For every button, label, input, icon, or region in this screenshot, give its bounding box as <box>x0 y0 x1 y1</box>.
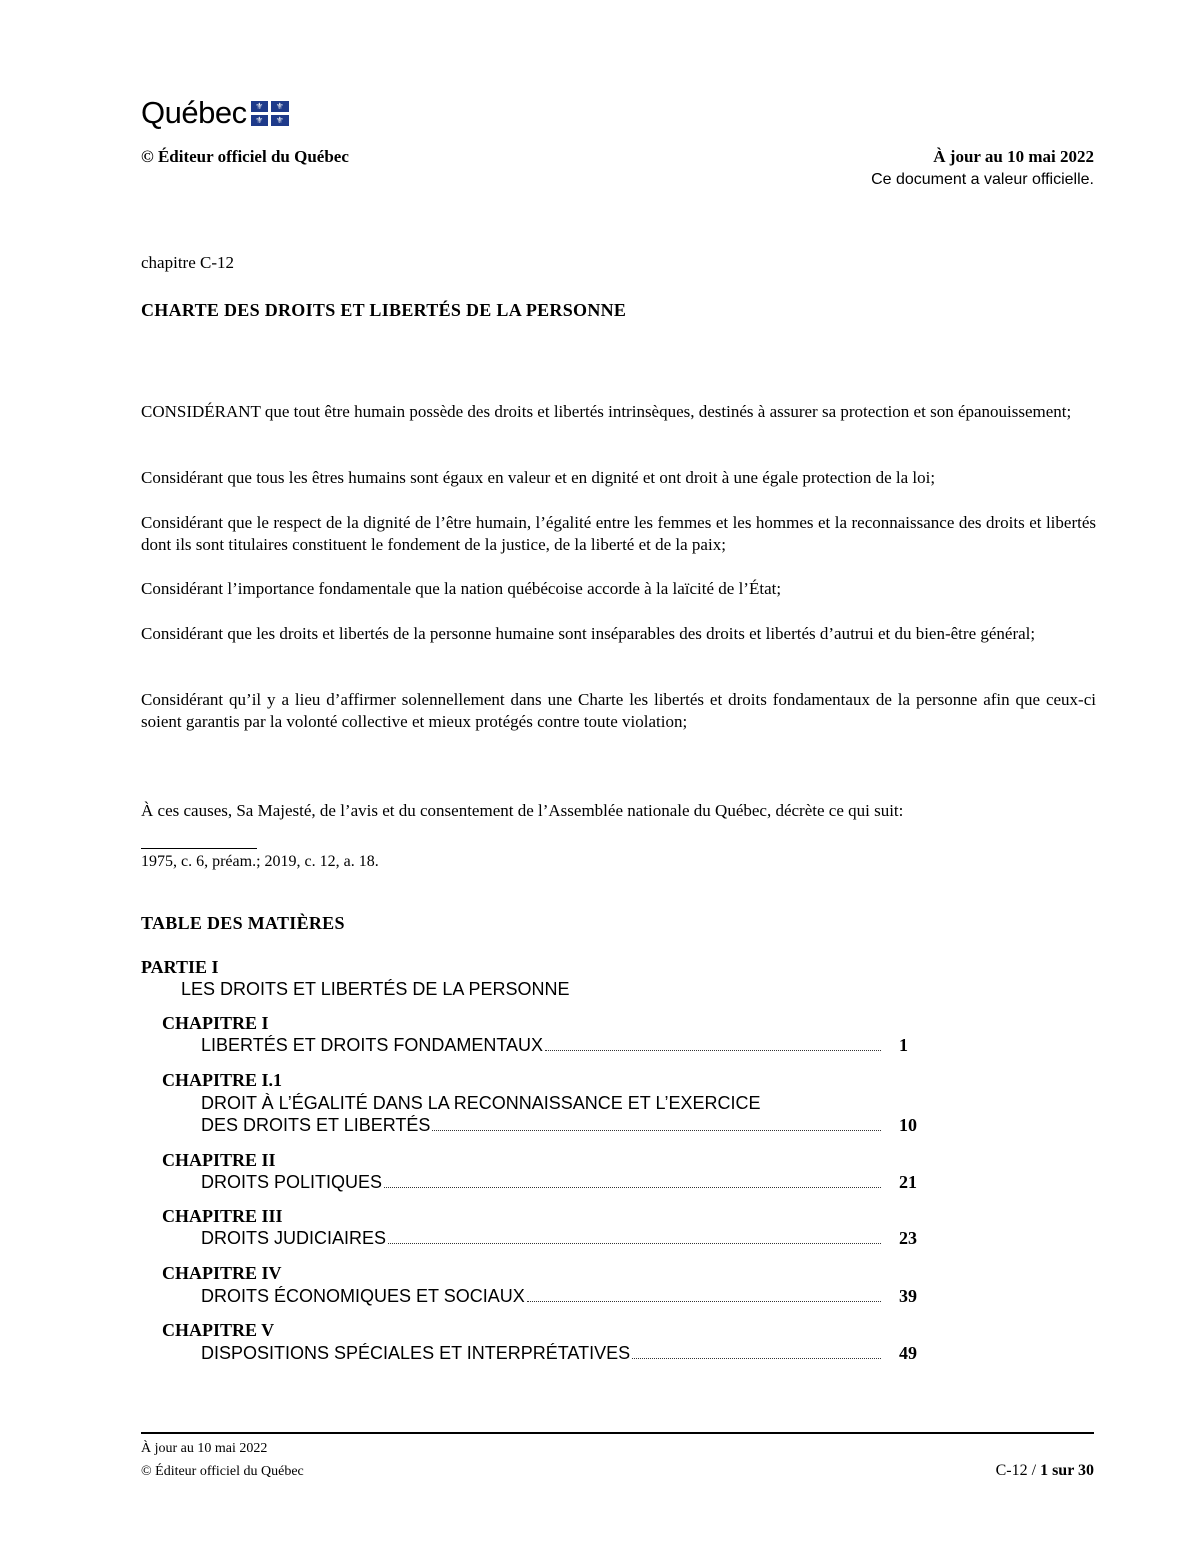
fleur-de-lis-flag-icon: ⚜ ⚜ ⚜ ⚜ <box>251 101 289 126</box>
toc-chapter-label: CHAPITRE I <box>162 1013 269 1033</box>
preamble-paragraph: Considérant l’importance fondamentale que la nation québécoise accorde à la laïcité de l’État; <box>141 579 782 598</box>
toc-page-number: 10 <box>899 1115 917 1135</box>
toc-heading: TABLE DES MATIÈRES <box>141 913 345 933</box>
toc-chapter-label: CHAPITRE IV <box>162 1263 282 1283</box>
toc-leader-dots <box>632 1358 881 1359</box>
footer-publisher: © Éditeur officiel du Québec <box>141 1464 304 1479</box>
footer-page-number: 1 sur 30 <box>1040 1462 1094 1479</box>
toc-leader-dots <box>432 1130 881 1131</box>
toc-chapter-label: CHAPITRE III <box>162 1206 283 1226</box>
toc-leader-dots <box>545 1050 881 1051</box>
publisher-header: © Éditeur officiel du Québec <box>141 147 349 166</box>
legislative-history: 1975, c. 6, préam.; 2019, c. 12, a. 18. <box>141 853 379 870</box>
toc-page-number: 23 <box>899 1228 917 1248</box>
toc-leader-dots <box>388 1243 881 1244</box>
footer-doc-ref: C-12 / <box>995 1462 1037 1479</box>
update-date-header: À jour au 10 mai 2022 <box>933 147 1094 166</box>
toc-entry[interactable] <box>201 1343 921 1367</box>
preamble-paragraph: Considérant que le respect de la dignité de l’être humain, l’égalité entre les femmes et les hommes et la reconnaissance des droits et libertés dont ils sont titulaires constituent le fondement de la justice, de la liberté et de la paix; <box>141 513 1096 554</box>
toc-page-number: 1 <box>899 1035 908 1055</box>
preamble-paragraph: Considérant que tous les êtres humains sont égaux en valeur et en dignité et ont droit à une égale protection de la loi; <box>141 468 936 487</box>
toc-page-number: 49 <box>899 1343 917 1363</box>
toc-entry[interactable] <box>201 1115 921 1139</box>
toc-entry[interactable] <box>201 1172 921 1196</box>
logo-text: Québec <box>141 95 247 130</box>
preamble-paragraph: Considérant que les droits et libertés de la personne humaine sont inséparables des droits et libertés d’autrui et du bien-être général; <box>141 624 1036 643</box>
footer-divider <box>141 1432 1094 1434</box>
footer-date: À jour au 10 mai 2022 <box>141 1441 268 1456</box>
toc-entry[interactable] <box>201 1228 921 1252</box>
toc-leader-dots <box>384 1187 881 1188</box>
footer-page-ref <box>996 1462 1094 1480</box>
toc-part-title: LES DROITS ET LIBERTÉS DE LA PERSONNE <box>181 979 570 999</box>
enactment-clause: À ces causes, Sa Majesté, de l’avis et du consentement de l’Assemblée nationale du Québec, décrète ce qui suit: <box>141 801 904 820</box>
chapter-number: chapitre C-12 <box>141 253 234 272</box>
toc-entry-title: DISPOSITIONS SPÉCIALES ET INTERPRÉTATIVES <box>201 1343 631 1363</box>
preamble-paragraph: CONSIDÉRANT que tout être humain possède des droits et libertés intrinsèques, destinés à assurer sa protection et son épanouissement; <box>141 402 1072 421</box>
official-note: Ce document a valeur officielle. <box>871 171 1094 188</box>
history-divider <box>141 848 257 849</box>
quebec-logo <box>141 95 289 131</box>
toc-page-number: 21 <box>899 1172 917 1192</box>
toc-leader-dots <box>527 1301 881 1302</box>
toc-chapter-label: CHAPITRE V <box>162 1320 275 1340</box>
toc-entry[interactable] <box>201 1286 921 1310</box>
toc-chapter-label: CHAPITRE I.1 <box>162 1070 283 1090</box>
toc-entry-title: LIBERTÉS ET DROITS FONDAMENTAUX <box>201 1035 544 1055</box>
toc-entry-title: DROITS ÉCONOMIQUES ET SOCIAUX <box>201 1286 525 1306</box>
toc-entry-title-line1: DROIT À L’ÉGALITÉ DANS LA RECONNAISSANCE ET L’EXERCICE <box>201 1093 761 1113</box>
toc-part-label: PARTIE I <box>141 957 219 977</box>
toc-page-number: 39 <box>899 1286 917 1306</box>
preamble-paragraph: Considérant qu’il y a lieu d’affirmer solennellement dans une Charte les libertés et droits fondamentaux de la personne afin que ceux-ci soient garantis par la volonté collective et mieux protégés contre toute violation; <box>141 690 1096 731</box>
document-title: CHARTE DES DROITS ET LIBERTÉS DE LA PERSONNE <box>141 300 627 320</box>
toc-entry[interactable] <box>201 1035 921 1059</box>
toc-entry-title: DROITS POLITIQUES <box>201 1172 383 1192</box>
toc-entry-title: DROITS JUDICIAIRES <box>201 1228 387 1248</box>
toc-chapter-label: CHAPITRE II <box>162 1150 276 1170</box>
toc-entry-title: DES DROITS ET LIBERTÉS <box>201 1115 431 1135</box>
